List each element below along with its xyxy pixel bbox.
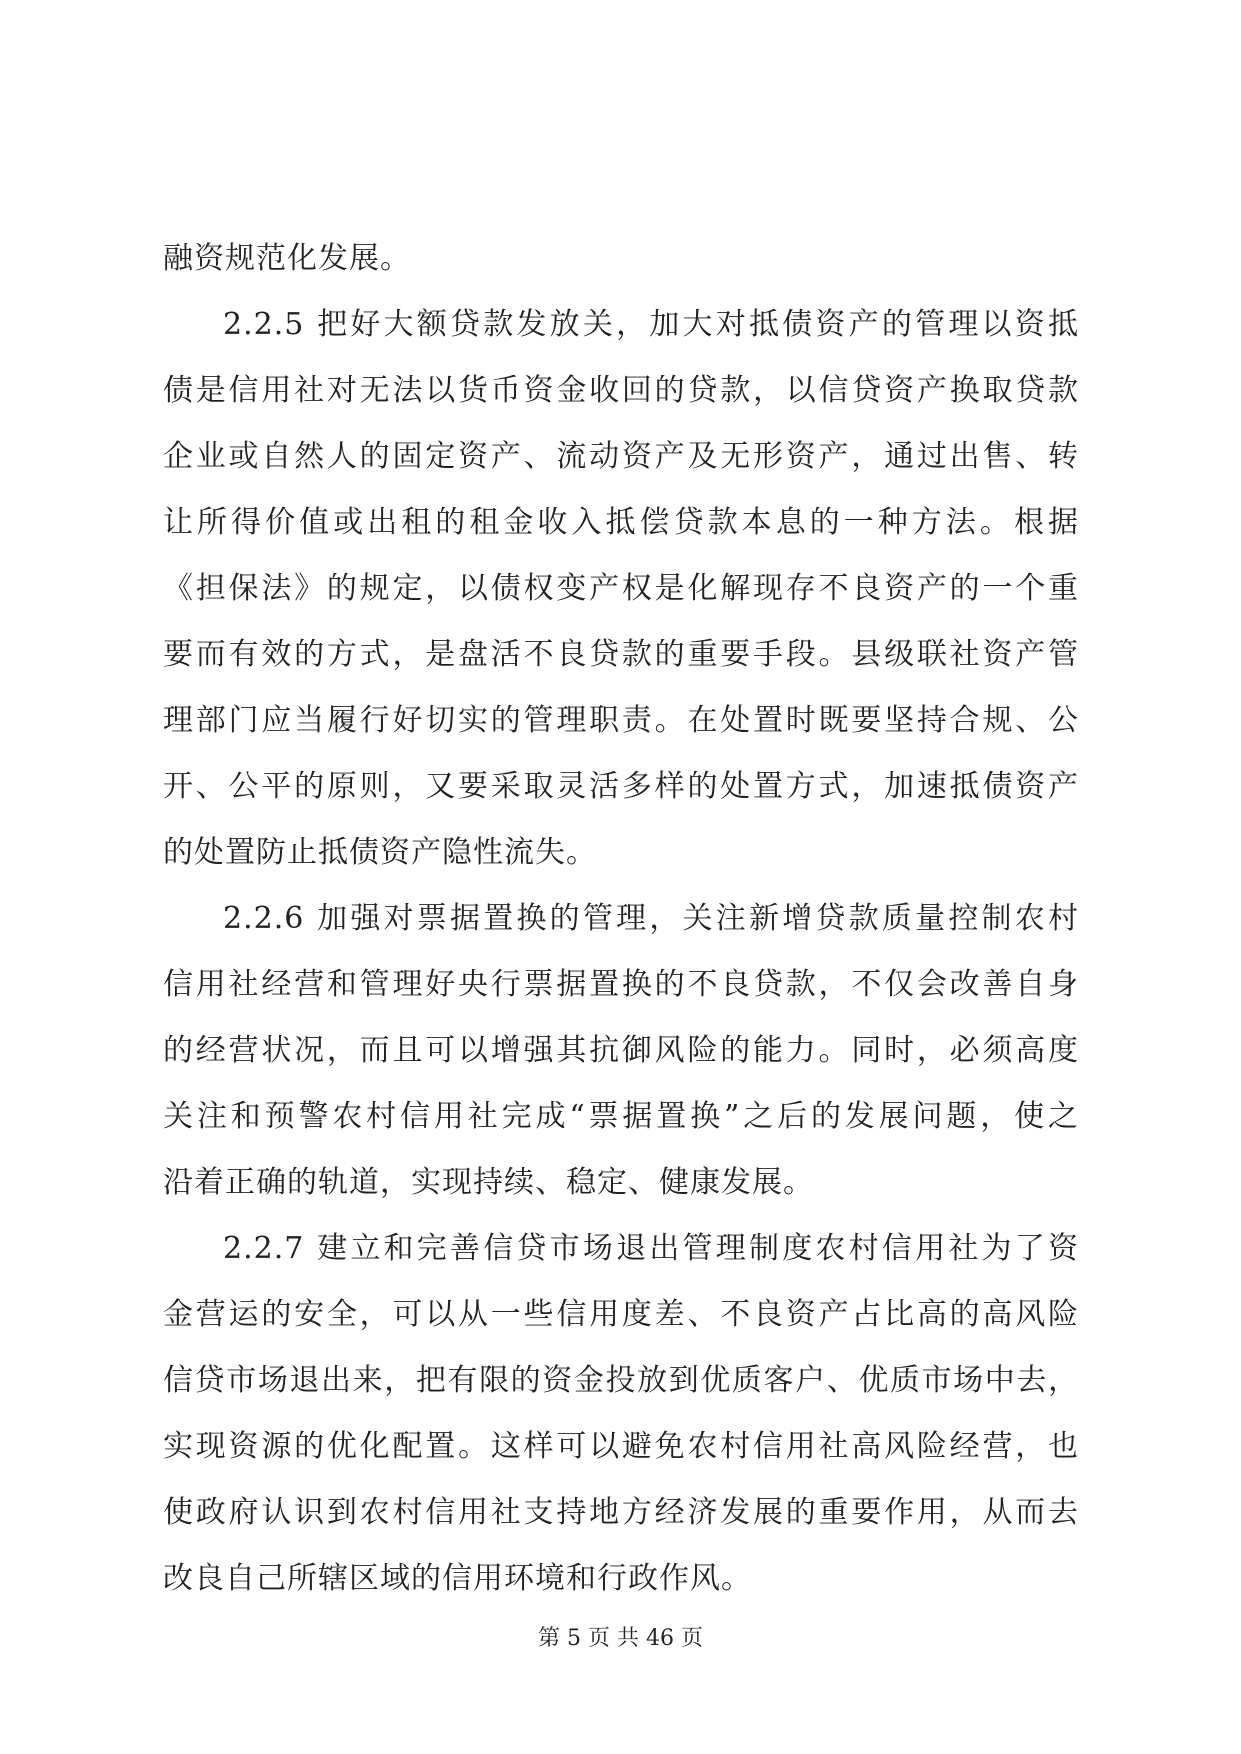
text-line: 让所得价值或出租的租金收入抵偿贷款本息的一种方法。根据 bbox=[163, 505, 1079, 540]
text-line: 实现资源的优化配置。这样可以避免农村信用社高风险经营，也 bbox=[163, 1429, 1079, 1464]
text-line: 融资规范化发展。 bbox=[163, 241, 411, 276]
text-line: 金营运的安全，可以从一些信用度差、不良资产占比高的高风险 bbox=[163, 1297, 1079, 1332]
text-line: 信贷市场退出来，把有限的资金投放到优质客户、优质市场中去， bbox=[163, 1363, 1079, 1398]
text-line: 关注和预警农村信用社完成“票据置换”之后的发展问题，使之 bbox=[163, 1099, 1079, 1134]
text-line: 改良自己所辖区域的信用环境和行政作风。 bbox=[163, 1561, 752, 1596]
page-footer: 第 5 页 共 46 页 bbox=[538, 1626, 703, 1651]
text-line: 2.2.6 加强对票据置换的管理，关注新增贷款质量控制农村 bbox=[223, 901, 1079, 936]
text-line: 沿着正确的轨道，实现持续、稳定、健康发展。 bbox=[163, 1165, 814, 1200]
text-line: 理部门应当履行好切实的管理职责。在处置时既要坚持合规、公 bbox=[163, 703, 1079, 738]
text-line: 要而有效的方式，是盘活不良贷款的重要手段。县级联社资产管 bbox=[163, 637, 1079, 672]
text-line: 的经营状况，而且可以增强其抗御风险的能力。同时，必须高度 bbox=[163, 1033, 1079, 1068]
text-line: 2.2.5 把好大额贷款发放关，加大对抵债资产的管理以资抵 bbox=[223, 307, 1079, 342]
text-line: 企业或自然人的固定资产、流动资产及无形资产，通过出售、转 bbox=[163, 439, 1079, 474]
text-line: 使政府认识到农村信用社支持地方经济发展的重要作用，从而去 bbox=[163, 1495, 1079, 1530]
text-line: 《担保法》的规定，以债权变产权是化解现存不良资产的一个重 bbox=[163, 571, 1079, 606]
text-line: 信用社经营和管理好央行票据置换的不良贷款，不仅会改善自身 bbox=[163, 967, 1079, 1002]
text-line: 债是信用社对无法以货币资金收回的贷款，以信贷资产换取贷款 bbox=[163, 373, 1079, 408]
document-body bbox=[163, 226, 1079, 1612]
text-line: 的处置防止抵债资产隐性流失。 bbox=[163, 835, 597, 870]
text-line: 2.2.7 建立和完善信贷市场退出管理制度农村信用社为了资 bbox=[223, 1231, 1079, 1266]
text-line: 开、公平的原则，又要采取灵活多样的处置方式，加速抵债资产 bbox=[163, 769, 1079, 804]
